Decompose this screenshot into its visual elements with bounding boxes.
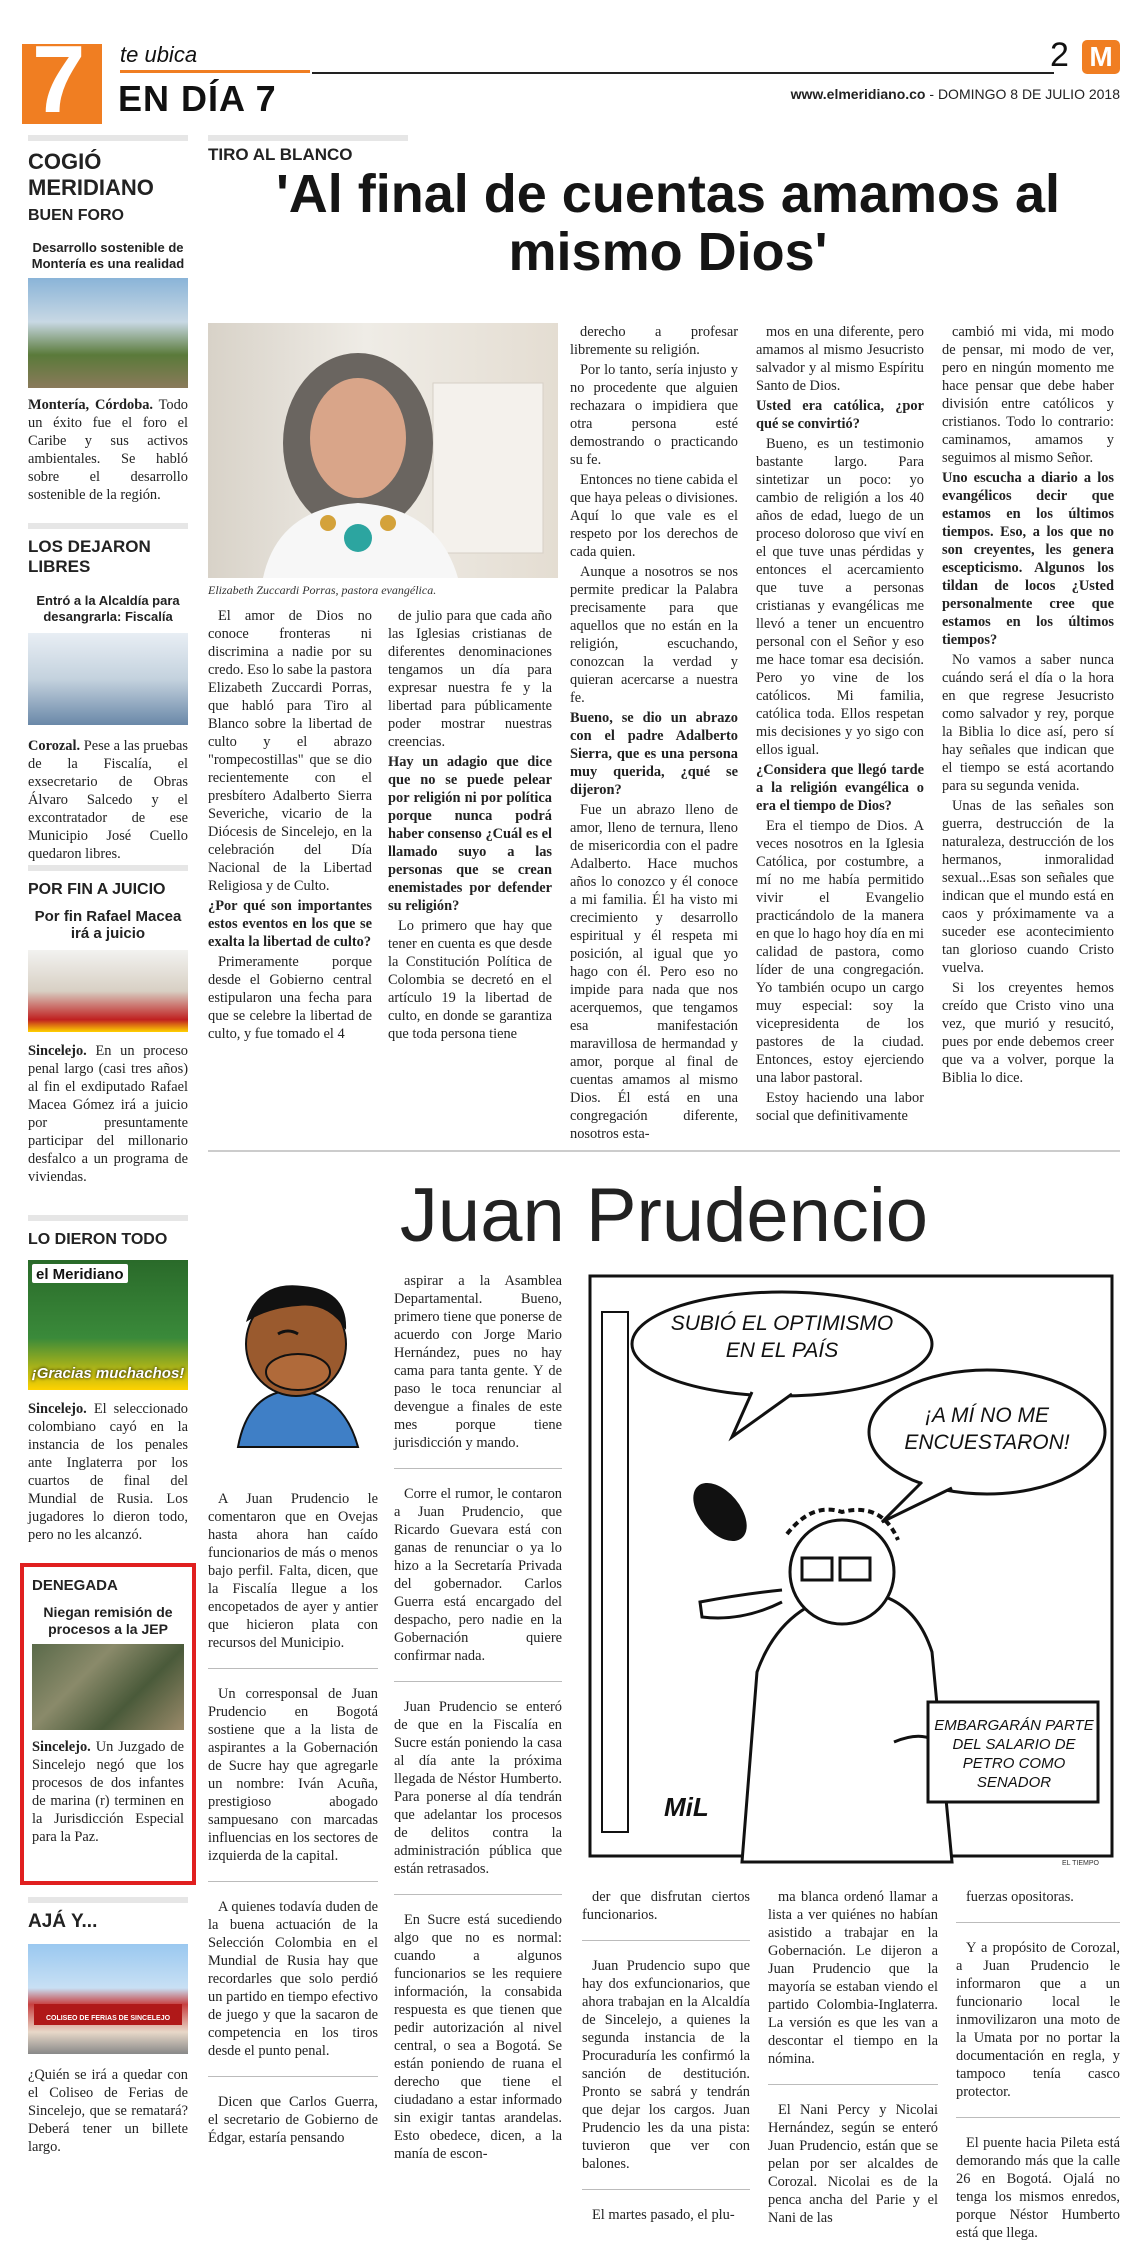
- article-interview: [208, 135, 1120, 1145]
- item-photo: [28, 950, 188, 1032]
- jp-col-2: aspirar a la Asamblea Departamental. Bueno, primero tiene que ponerse de acuerdo con Jorge Mario Hernández, pues no hay cama para tanta gente. Y de paso le toca renunciar al devengue a finales de este mes porque tiene jurisdicción y mando. Corre el rumor, le contaron a Juan Prudencio, que Ricardo Guevara está con ganas de renunciar o ya lo hizo a la Secretaría Privada del gobernador. Carlos Guerra está encargado del despacho, pero nadie en la Gobernación quiere confirmar nada. Juan Prudencio se enteró de que en la Fiscalía en Sucre están poniendo la casa al día ante la próxima llegada de Néstor Humberto. Para ponerse al día tendrán que adelantar los procesos de delitos contra la administración pública que están retrasados. En Sucre está sucediendo algo que no es normal: cuando a algunos funcionarios se les requiere información, la consabida respuesta es que tienen que pedir autorización al nivel central, o sea a Bogotá. Se están poniendo de ruana el derecho que tiene el ciudadano a estar informado sin exigir tantas arandelas. Esto obedece, dicen, a la manía de escon-: [394, 1273, 562, 2162]
- sidebar-section-3: [28, 865, 188, 1186]
- section-heading: COGIÓ MERIDIANO: [28, 149, 154, 200]
- body-paragraph: El amor de Dios no conoce fronteras ni discrimina a nadie por su credo. Eso lo sabe la pastora Elizabeth Zuccardi Porras, que habló para Tiro al Blanco sobre la libertad de culto y el abrazo "rompecostillas" que se dio recientemente con el presbítero Adalberto Sierra Severiche, vicario de la Diócesis de Sincelejo, en la celebración del Día Nacional de la Libertad Religiosa y de Culto.: [208, 608, 372, 894]
- section-heading: POR FIN A JUICIO: [28, 881, 166, 898]
- interview-question: Uno escucha a diario a los evangélicos decir que estamos en los últimos tiempos. Eso, a los que no son creyentes, les genera escepticismo. Algunos los tildan de locos ¿Usted personalmente cree que estamos en los últimos tiempos?: [942, 470, 1114, 648]
- item-headline[interactable]: Desarrollo sostenible de Montería es una realidad: [31, 240, 185, 271]
- item-photo: [28, 278, 188, 388]
- interview-question: Usted era católica, ¿por qué se convirtió?: [756, 398, 924, 432]
- cartoonist-signature: MiL: [664, 1792, 709, 1822]
- interview-question: Bueno, se dio un abrazo con el padre Adalberto Sierra, que es una persona muy querida, ¿qué se dijeron?: [570, 710, 738, 798]
- sidebar-section-2: [28, 523, 188, 863]
- jp-col-5: fuerzas opositoras. Y a propósito de Corozal, a Juan Prudencio le informaron que a un funcionario local le inmovilizaron una moto de la Umata por no portar la documentación en regla, y tampoco tenía casco protector. El puente hacia Pileta está demorando más que la calle 26 en Bogotá. Ojalá no tenga los mismos enredos, porque Néstor Humberto está que llega.: [956, 1889, 1120, 2241]
- portrait-illustration: [208, 323, 558, 578]
- body-paragraph: Era el tiempo de Dios. A veces nosotros en la Iglesia Católica, por costumbre, a mí no me había permitido vivir el Evangelio practicándolo de la manera en que lo hago hoy día en mi calidad de pastora, como líder de una congregación. Yo también ocupo un cargo muy especial: soy la vicepresidenta de los pastores de la ciudad. Entonces, estoy ejerciendo una labor pastoral.: [756, 818, 924, 1086]
- issue-date: - DOMINGO 8 DE JULIO 2018: [929, 86, 1120, 102]
- cartoon-sign: EMBARGARÁN PARTE DEL SALARIO DE PETRO COMO SENADOR: [934, 1717, 1094, 1791]
- section-heading: AJÁ Y...: [28, 1911, 98, 1932]
- body-paragraph: derecho a profesar libremente su religión.: [570, 324, 738, 358]
- section-heading: LOS DEJARON LIBRES: [28, 537, 151, 576]
- sidebar-section-6: [28, 1897, 188, 2156]
- sidebar-section-1: [28, 135, 188, 504]
- item-headline[interactable]: Entró a la Alcaldía para desangrarla: Fiscalía: [36, 593, 180, 624]
- header-rule: [312, 72, 1054, 74]
- item-text: Sincelejo. Un Juzgado de Sincelejo negó que los procesos de dos infantes de marina (r) terminen en la Jurisdicción Especial para la Paz.: [32, 1739, 184, 1845]
- mascot-illustration: [208, 1272, 378, 1452]
- section-title: EN DÍA 7: [118, 78, 277, 119]
- body-paragraph: Fue un abrazo lleno de amor, lleno de ternura, lleno de misericordia con el padre Adalberto. Hace muchos años lo conozco y él conoce a mi familia. Él ha visto mi crecimiento y desarrollo espiritual y él respeta mi posición, al igual que yo hago con él. Pero eso no impide para nada que nos acerquemos, que tengamos esa manifestación maravillosa de hermandad y amor, porque al final de cuentas amamos al mismo Dios. Él está en una congregación diferente, nosotros esta-: [570, 802, 738, 1142]
- header-dateline: [690, 86, 1120, 102]
- speech-bubble-1: SUBIÓ EL OPTIMISMO EN EL PAÍS: [670, 1312, 894, 1362]
- photo-sign: COLISEO DE FERIAS DE SINCELEJO: [34, 2004, 182, 2025]
- header-tagline: te ubica: [120, 42, 198, 67]
- photo-caption: Elizabeth Zuccardi Porras, pastora evangélica.: [208, 583, 437, 597]
- page-header: [0, 0, 1140, 135]
- body-paragraph: Lo primero que hay que tener en cuenta es que desde la Constitución Política de Colombia se decretó en el artículo 19 la libertad de culto, en donde se garantiza que toda persona tiene: [388, 918, 552, 1042]
- item-headline[interactable]: Niegan remisión de procesos a la JEP: [43, 1604, 173, 1637]
- juan-prudencio-mascot: [208, 1272, 378, 1452]
- body-paragraph: de julio para que cada año las Iglesias cristianas de diferentes denominaciones tengamos un día para expresar nuestra fe y la libertad para públicamente poder mostrar nuestras creencias.: [388, 608, 552, 750]
- item-headline[interactable]: Por fin Rafael Macea irá a juicio: [34, 908, 182, 942]
- article-col-4: [756, 323, 924, 1127]
- article-col-3: [570, 323, 738, 1145]
- section-logo: [22, 26, 102, 133]
- sidebar: [28, 135, 188, 2225]
- item-photo: [28, 633, 188, 725]
- jp-col-1: A Juan Prudencio le comentaron que en Ovejas hasta ahora han caído funcionarios de más o menos bajo perfil. Falta, dicen, que la Fiscalía llegue a los encopetados de ayer y antier que hicieron plata con recursos del Municipio. Un corresponsal de Juan Prudencio en Bogotá sostiene que a la lista de aspirantes a la Gobernación de Sucre hay que agregarle un nombre: Iván Acuña, prestigioso abogado sampuesano con marcadas influencias en los sectores de izquierda de la capital. A quienes todavía duden de la buena actuación de la Selección Colombia en el Mundial de Rusia hay que recordarles que solo perdió un partido en tiempo efectivo de juego y que la sacaron de competencia en los tiros desde el punto penal. Dicen que Carlos Guerra, el secretario de Gobierno de Édgar, estaría pensando: [208, 1491, 378, 2146]
- interview-question: ¿Por qué son importantes estos eventos en los que se exalta la libertad de culto?: [208, 898, 372, 950]
- body-paragraph: Bueno, es un testimonio bastante largo. Para sintetizar un poco: yo cambio de religión a los 40 años de edad, luego de un proceso doloroso que viví en el que tuve unas pérdidas y entonces el acercamiento que tuve a personas cristianas y evangélicas me llevó a tener un encuentro personal con el Señor y eso me hace tomar esa decisión. Pero yo vine de los católicos. Mi familia, católica toda. Ellos respetan mis decisiones y yo sigo con ellos igual.: [756, 436, 924, 758]
- item-photo: [28, 1944, 188, 2054]
- interview-question: ¿Considera que llegó tarde a la religión evangélica o era el tiempo de Dios?: [756, 762, 924, 814]
- sidebar-section-4: [28, 1215, 188, 1544]
- item-text: Corozal. Pese a las pruebas de la Fiscalía, el exsecretario de Obras Álvaro Salcedo y el excontratador de ese Municipio José Cuello quedaron libres.: [28, 738, 188, 862]
- body-paragraph: Por lo tanto, sería injusto y no procedente que alguien rechazara o impidiera que otra persona esté demostrando o practicando su fe.: [570, 362, 738, 468]
- item-text: Montería, Córdoba. Todo un éxito fue el foro el Caribe y sus activos ambientales. Se habló sobre el desarrollo sostenible de la región.: [28, 397, 188, 503]
- body-paragraph: mos en una diferente, pero amamos al mismo Jesucristo salvador y al mismo Espíritu Santo de Dios.: [756, 324, 924, 394]
- article-col-2: [388, 607, 552, 1045]
- body-paragraph: Si los creyentes hemos creído que Cristo vino una vez, que murió y resucitó, pues por ende debemos creer que va a volver, porque la Biblia lo dice.: [942, 980, 1114, 1086]
- speech-bubble-2: ¡A MÍ NO ME ENCUESTARON!: [904, 1404, 1070, 1454]
- brand-logo: M: [1082, 40, 1120, 74]
- logo-number: 7: [32, 26, 86, 133]
- cartoon-credit: EL TIEMPO: [1062, 1860, 1099, 1867]
- column-title: Juan Prudencio: [399, 1173, 929, 1258]
- article-headline: 'Al final de cuentas amamos al mismo Dios': [275, 164, 1061, 282]
- page-number: 2: [1050, 36, 1069, 74]
- article-kicker: TIRO AL BLANCO: [208, 135, 408, 165]
- sidebar-section-5: [20, 1563, 196, 1885]
- item-text: Sincelejo. El seleccionado colombiano cayó en la instancia de los penales ante Inglaterra por los cuartos de final del Mundial de Rusia. Los jugadores lo dieron todo, pero no les alcanzó.: [28, 1401, 188, 1543]
- section-subheading: BUEN FORO: [28, 207, 124, 224]
- section-heading: LO DIERON TODO: [28, 1231, 168, 1248]
- column-juan-prudencio: [208, 1150, 1120, 2241]
- jp-col-4: ma blanca ordenó llamar a lista a ver quiénes no habían asistido a trabajar en la Gobernación. Le dijeron a Juan Prudencio que la mayoría se estaban viendo el partido Colombia-Inglaterra. La versión es que les van a descontar el tiempo en la nómina. El Nani Percy y Nicolai Hernández, según se enteró Juan Prudencio, están que se pelan por ser alcaldes de Corozal. Nicolai es de la penca ancha del Parie y el Nani de las: [768, 1889, 938, 2226]
- body-paragraph: cambió mi vida, mi modo de pensar, mi modo de ver, pero en ningún momento me hace pensar que debe haber división entre católicos y cristianos. Todo lo contrario: caminamos, amamos y seguimos al mismo Señor.: [942, 324, 1114, 466]
- body-paragraph: Primeramente porque desde el Gobierno central estipularon una fecha para que se celebre la libertad de culto, y fue tomado el 4: [208, 954, 372, 1042]
- item-text: ¿Quién se irá a quedar con el Coliseo de Ferias de Sincelejo, que se rematará? Deberá tener un billete largo.: [28, 2067, 188, 2155]
- header-rule-orange: [120, 70, 310, 73]
- photo-caption: ¡Gracias muchachos!: [31, 1365, 185, 1382]
- article-col-1: [208, 607, 372, 1045]
- body-paragraph: No vamos a saber nunca cuándo será el día o la hora en que regrese Jesucristo como salvador y rey, porque la Biblia lo dice así, pero sí hay señales que indican que el tiempo se está acortando para su segunda venida.: [942, 652, 1114, 794]
- item-photo: [32, 1644, 184, 1730]
- item-photo: [28, 1260, 188, 1390]
- body-paragraph: Unas de las señales son guerra, destrucción de la naturaleza, destrucción de los hermanos, inmoralidad sexual...Esas son señales que indican que el mundo está en caos y próximamente va a suceder ese acontecimiento tan glorioso cuando Cristo vuelva.: [942, 798, 1114, 976]
- brand-label: el Meridiano: [32, 1264, 128, 1283]
- column-top-rule: [208, 1150, 1120, 1152]
- website-link[interactable]: www.elmeridiano.co: [790, 86, 926, 102]
- body-paragraph: Estoy haciendo una labor social que definitivamente: [756, 1090, 924, 1124]
- item-text: Sincelejo. En un proceso penal largo (casi tres años) al fin el exdiputado Rafael Macea Gómez irá a juicio por presuntamente participar del millonario desfalco a un programa de viviendas.: [28, 1043, 188, 1185]
- editorial-cartoon: [582, 1272, 1120, 1874]
- jp-col-3: der que disfrutan ciertos funcionarios. Juan Prudencio supo que hay dos exfuncionarios, que ahora trabajan en la Alcaldía de Sincelejo, a quienes la segunda instancia de la Procuraduría les confirmó la sanción de destitución. Pronto se sabrá y tendrán que dejar los cargos. Juan Prudencio les da una pista: tuvieron que ver con balones. El martes pasado, el plu-: [582, 1889, 750, 2223]
- body-paragraph: Entonces no tiene cabida el que haya peleas o divisiones. Aquí lo que vale es el respeto por los derechos de cada quien.: [570, 472, 738, 560]
- body-paragraph: Aunque a nosotros se nos permite predicar la Palabra precisamente para que aquellos que no están en la religión, escuchando, conozcan la verdad y quieran acercarse a nuestra fe.: [570, 564, 738, 706]
- portrait-photo: [208, 323, 558, 578]
- article-col-5: [942, 323, 1114, 1089]
- section-heading: DENEGADA: [32, 1577, 118, 1594]
- interview-question: Hay un adagio que dice que no se puede pelear por religión ni por política porque nunca podrá haber consenso ¿Cuál es el llamado suyo a las personas que se crean enemistades por defender su religión?: [388, 754, 552, 914]
